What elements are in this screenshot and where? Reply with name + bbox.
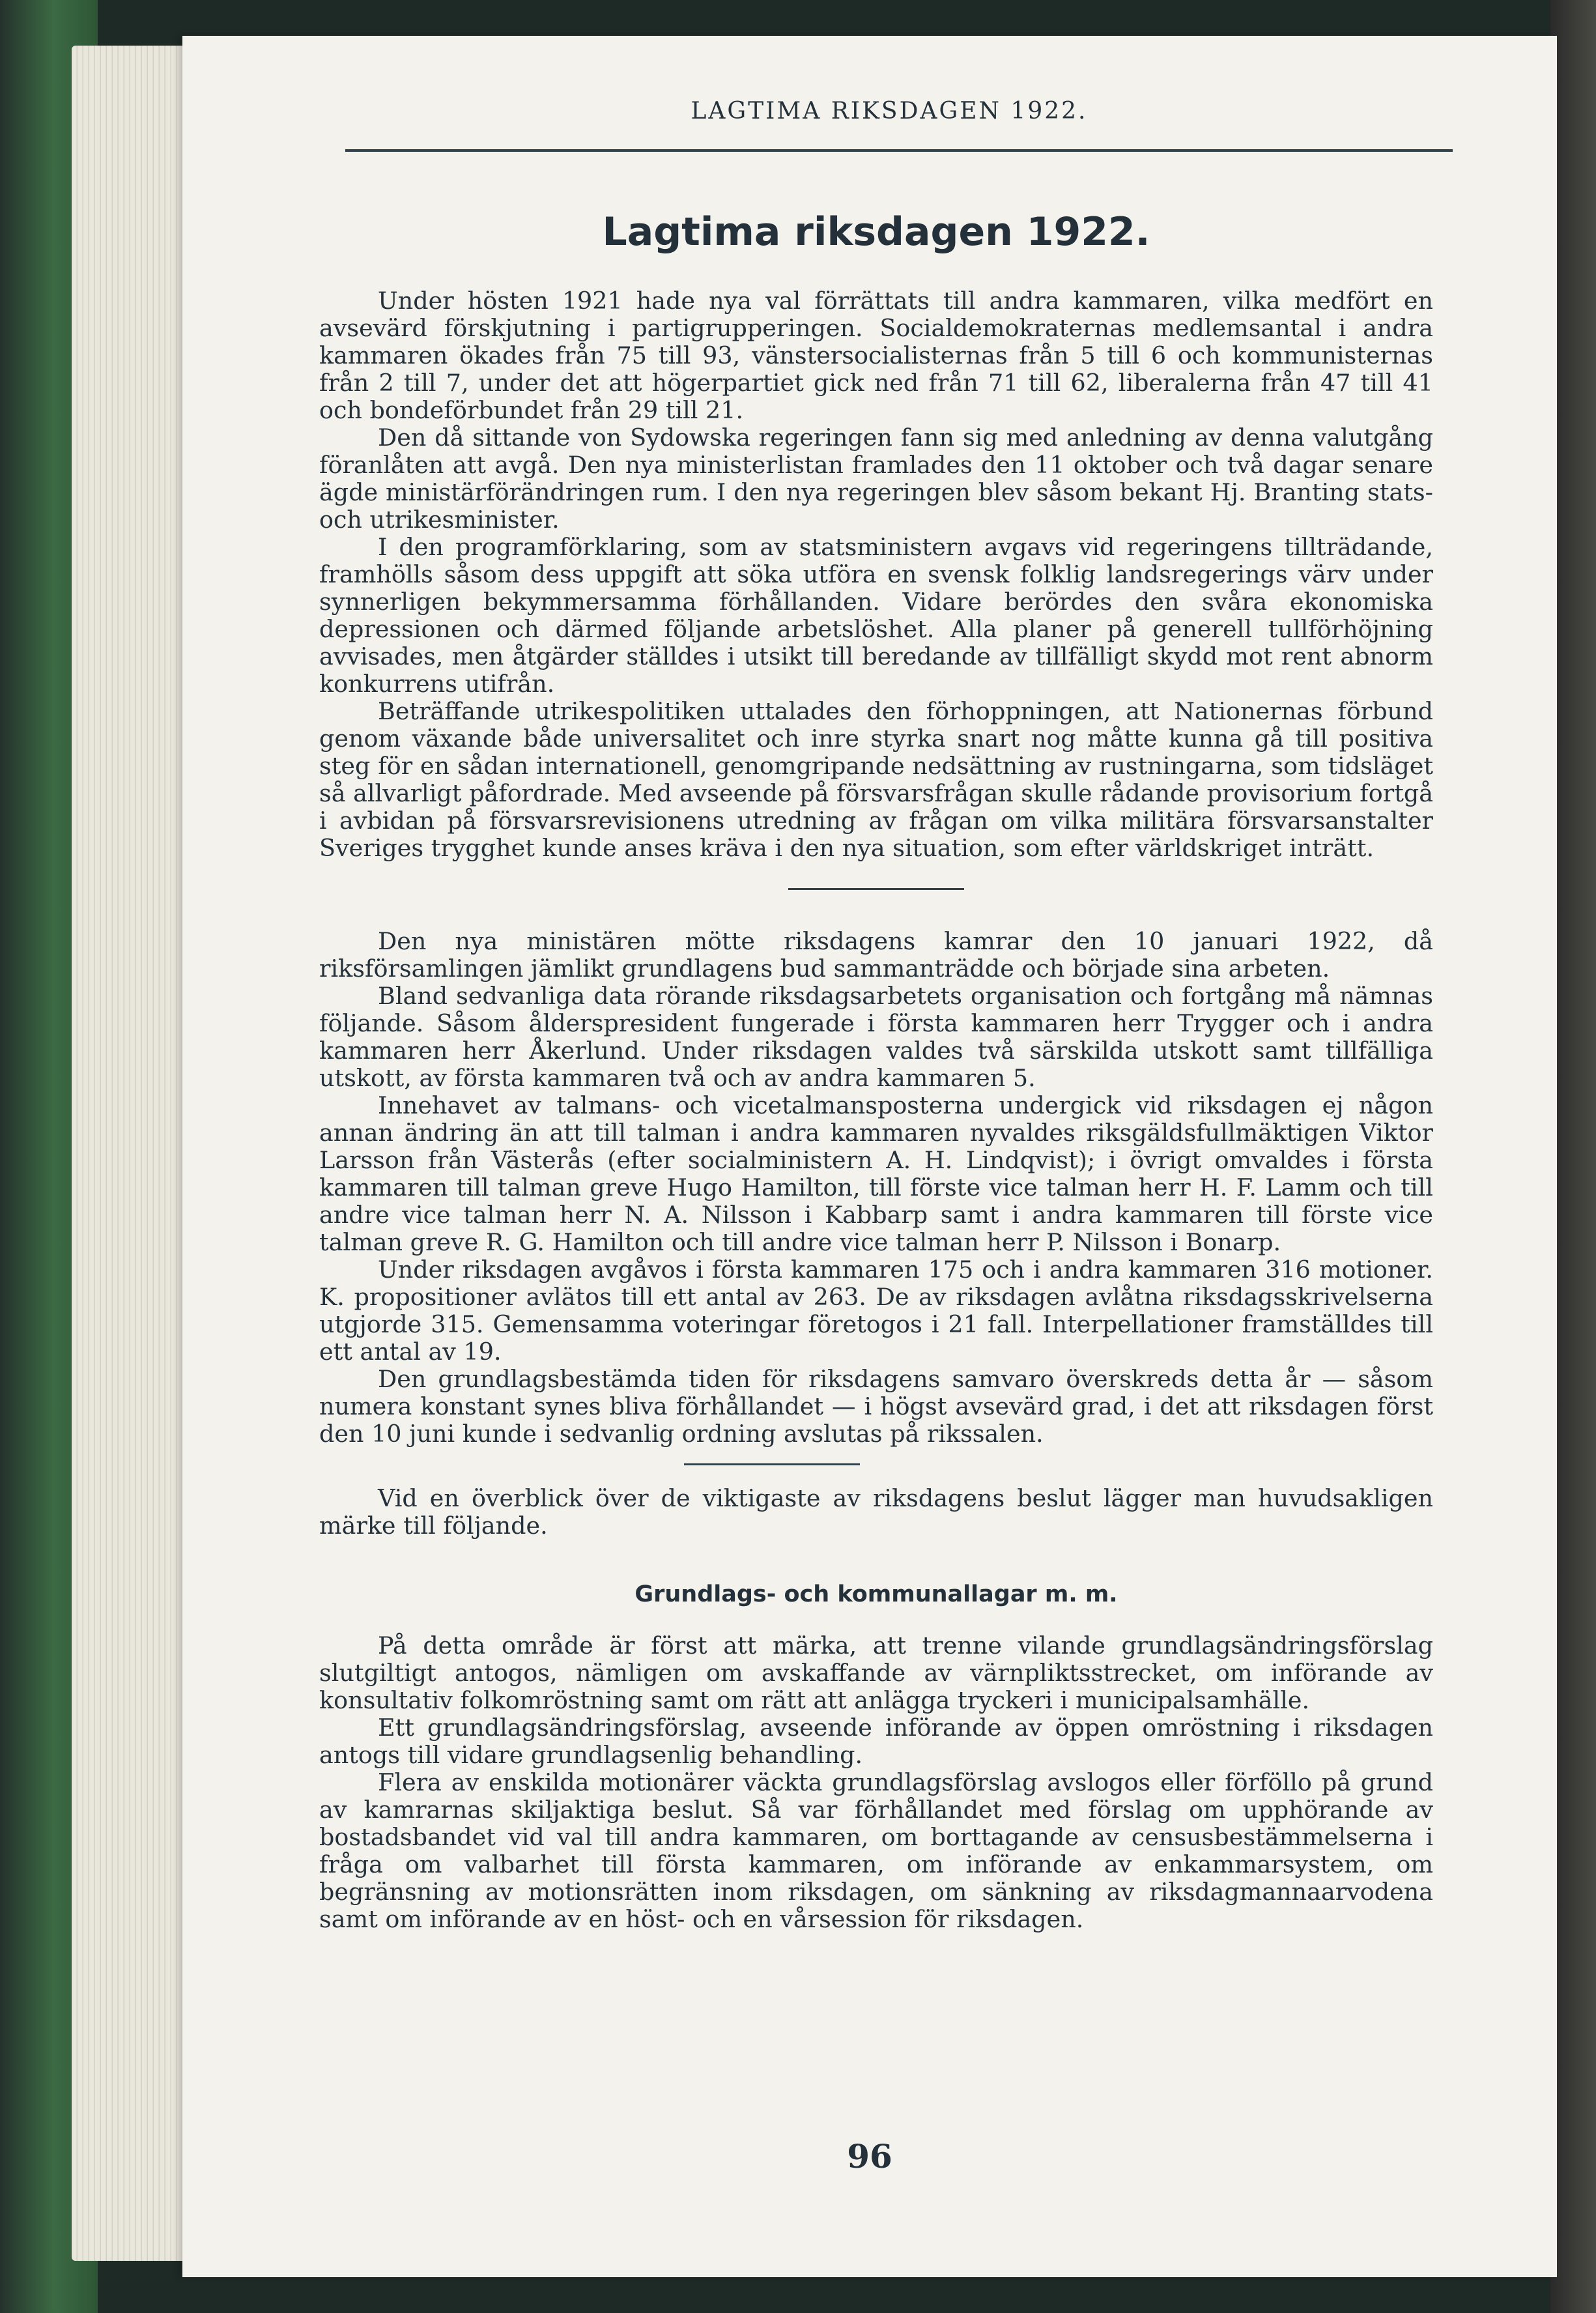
book-binding-right [1550,0,1596,2313]
paragraph: I den programförklaring, som av statsministern avgavs vid regeringens tillträdande, framhölls såsom dess uppgift att söka utföra en svensk folklig landsregerings värv under synnerligen bekymmersamma förhållanden. Vidare berördes den svåra ekonomiska depressionen och därmed följande arbetslöshet. Alla planer på generell tullförhöjning avvisades, men åtgärder ställdes i utsikt till beredande av tillfälligt skydd mot rent abnorm konkurrens utifrån. [319,533,1433,698]
paragraph: Under hösten 1921 hade nya val förrättats till andra kammaren, vilka medfört en avsevärd förskjutning i partigrupperingen. Socialdemokraternas medlemsantal i andra kammaren ökades från 75 till 93, vänstersocialisternas från 5 till 6 och kommunisternas från 2 till 7, under det att högerpartiet gick ned från 71 till 62, liberalerna från 47 till 41 och bondeförbundet från 29 till 21. [319,287,1433,424]
paragraph: Den grundlagsbestämda tiden för riksdagens samvaro överskreds detta år — såsom numera konstant synes bliva förhållandet — i högst avsevärd grad, i det att riksdagen först den 10 juni kunde i sedvanlig ordning avslutas på rikssalen. [319,1365,1433,1448]
paragraph: Flera av enskilda motionärer väckta grundlagsförslag avslogos eller förföllo på grund av kamrarnas skiljaktiga beslut. Så var förhållandet med förslag om upphörande av bostadsbandet vid val till andra kammaren, om borttagande av censusbestämmelserna i fråga om valbarhet till första kammaren, om införande av enkammarsystem, om begränsning av motionsrätten inom riksdagen, om sänkning av riksdagmannaarvodena samt om införande av en höst- och en vårsession för riksdagen. [319,1768,1433,1933]
paragraph: Beträffande utrikespolitiken uttalades den förhoppningen, att Nationernas förbund genom växande både universalitet och inre styrka snart nog måtte kunna gå till positiva steg för en sådan internationell, genomgripande nedsättning av rustningarna, som tidsläget så allvarligt påfordrade. Med avseende på försvarsfrågan skulle rådande provisorium fortgå i avbidan på försvarsrevisionens utredning av frågan om vilka militära försvarsanstalter Sveriges trygghet kunde anses kräva i den nya situation, som efter världskriget inträtt. [319,697,1433,862]
header-rule [345,149,1453,152]
paragraph: Den då sittande von Sydowska regeringen fann sig med anledning av denna valutgång föranlåten att avgå. Den nya ministerlistan framlades den 11 oktober och två dagar senare ägde ministärförändringen rum. I den nya regeringen blev såsom bekant Hj. Branting stats- och utrikesminister. [319,424,1433,534]
section-overview [319,1485,1433,1540]
page-number: 96 [847,2137,892,2176]
paragraph: Vid en överblick över de viktigaste av riksdagens beslut lägger man huvudsakligen märke till följande. [319,1484,1433,1540]
running-head: LAGTIMA RIKSDAGEN 1922. [691,98,1088,124]
section-divider [684,1463,860,1465]
section-divider [788,888,964,890]
section-riksdag-session [319,928,1433,1448]
page-text-block [319,98,1433,1933]
section-subheading: Grundlags- och kommunallagar m. m. [634,1581,1118,1607]
section-election-results [319,287,1433,862]
paragraph: Bland sedvanliga data rörande riksdagsarbetets organisation och fortgång må nämnas följande. Såsom ålderspresident fungerade i första kammaren herr Trygger och i andra kammaren herr Åkerlund. Under riksdagen valdes två särskilda utskott samt tillfälliga utskott, av första kammaren två och av andra kammaren 5. [319,982,1433,1092]
paragraph: Innehavet av talmans- och vicetalmansposterna undergick vid riksdagen ej någon annan ändring än att till talman i andra kammaren nyvaldes riksgäldsfullmäktigen Viktor Larsson från Västerås (efter socialministern A. H. Lindqvist); i övrigt omvaldes i första kammaren till talman greve Hugo Hamilton, till förste vice talman herr H. F. Lamm och till andre vice talman herr N. A. Nilsson i Kabbarp samt i andra kammaren till förste vice talman greve R. G. Hamilton och till andre vice talman herr P. Nilsson i Bonarp. [319,1091,1433,1256]
article-title: Lagtima riksdagen 1922. [602,209,1150,255]
paragraph: Ett grundlagsändringsförslag, avseende införande av öppen omröstning i riksdagen antogs till vidare grundlagsenlig behandling. [319,1714,1433,1769]
section-constitutional-laws [319,1632,1433,1933]
paragraph: På detta område är först att märka, att trenne vilande grundlagsändringsförslag slutgiltigt antogos, nämligen om avskaffande av värnpliktsstrecket, om införande av konsultativ folkomröstning samt om rätt att anlägga tryckeri i municipalsamhälle. [319,1631,1433,1714]
paragraph: Under riksdagen avgåvos i första kammaren 175 och i andra kammaren 316 motioner. K. propositioner avlätos till ett antal av 263. De av riksdagen avlåtna riksdagsskrivelserna utgjorde 315. Gemensamma voteringar företogos i 21 fall. Interpellationer framställdes till ett antal av 19. [319,1256,1433,1366]
book-page [182,36,1557,2277]
paragraph: Den nya ministären mötte riksdagens kamrar den 10 januari 1922, då riksförsamlingen jämlikt grundlagens bud sammanträdde och började sina arbeten. [319,927,1433,983]
